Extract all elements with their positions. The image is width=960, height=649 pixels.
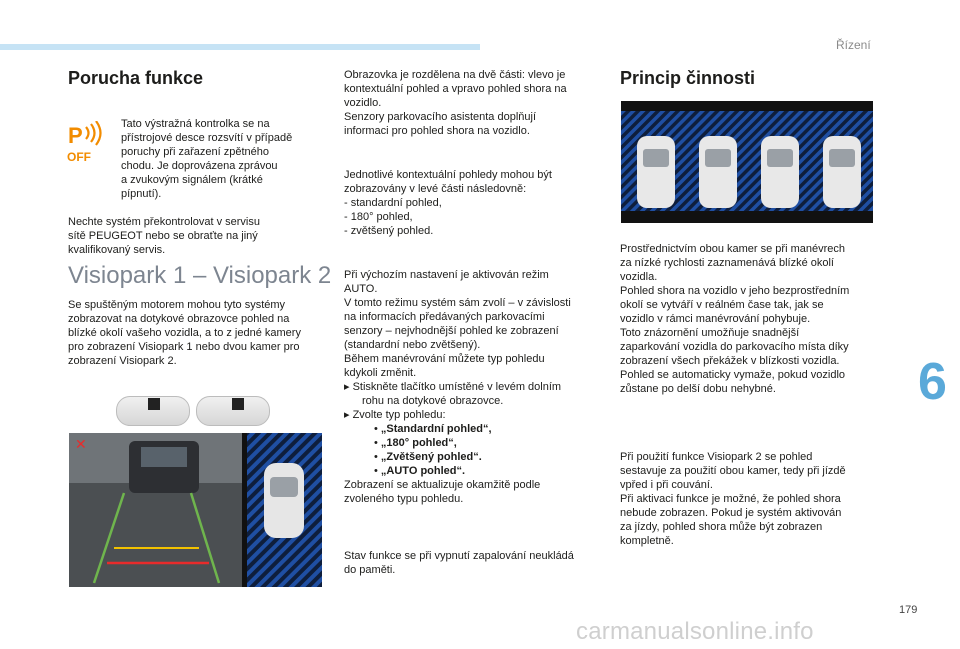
service-text: Nechte systém překontrolovat v servisu sítě PEUGEOT nebo se obraťte na jiný kvalifikovaný servis. [68,216,260,256]
visiopark2-text: Při použití funkce Visiopark 2 se pohled sestavuje za použití obou kamer, tedy při jízdě vpřed i při couvání. Při aktivaci funkce je možné, že pohled shora nebude zobrazen. Pokud je systém aktivován za jízdy, pohled shora může být zobrazen kompletně. [620,451,846,547]
auto-mode-text: Při výchozím nastavení je aktivován režim AUTO. V tomto režimu systém sám zvolí – v závislosti na informacích předávaných parkovacími senzory – nejvhodnější pohled ke zobrazení (standardní nebo zvětšený). Během manévrování můžete typ pohledu kdykoli změnit. ▸ Stiskněte tlačítko umístěné v levém dolním rohu na dotykové obrazovce. ▸ Zvolte typ pohledu: • „Standardní pohled“, • „180° pohled“, • „Zvětšený pohled“. • „AUTO pohled“. Zobrazení se aktualizuje okamžitě podle zvoleného typu pohledu. [344,269,571,505]
camera-icon [148,398,160,410]
fault-title: Porucha funkce [68,68,204,88]
visiopark-screen-image [69,433,322,587]
views-list: Jednotlivé kontextuální pohledy mohou být zobrazovány v levé části následovně: - standardní pohled, - 180° pohled, - zvětšený pohled. [344,169,552,237]
camera-icon [232,398,244,410]
top-view-sequence-image [621,101,873,223]
principle-title: Princip činnosti [620,68,756,88]
park-assist-off-icon [66,121,108,163]
option-180: „180° pohled“, [380,437,457,449]
option-zoom: „Zvětšený pohled“. [380,451,482,463]
page-number: 179 [899,604,918,616]
screen-split-text: Obrazovka je rozdělena na dvě části: vlevo je kontextuální pohled a vpravo pohled shora na vozidlo. Senzory parkovacího asistenta doplňují informaci pro pohled shora na vozidlo. [344,69,567,137]
svg-text:OFF: OFF [67,150,91,163]
header-bar [0,44,480,50]
principle-text: Prostřednictvím obou kamer se při manévrech za nízké rychlosti zaznamenává blízké okolí vozidla. Pohled shora na vozidlo v jeho bezprostředním okolí se vytváří v reálném čase tak, jak se vozidlo v rámci manévrování pohybuje. Toto znázornění umožňuje snadnější zaparkování vozidla do parkovacího místa díky zobrazení všech překážek v blízkosti vozidla. Pohled se automaticky vymaže, pokud vozidlo zůstane po delší dobu nehybné. [620,243,850,395]
watermark: carmanualsonline.info [576,618,814,645]
section-label: Řízení [836,38,871,52]
option-auto: „AUTO pohled“. [380,465,466,477]
memory-text: Stav funkce se při vypnutí zapalování neukládá do paměti. [344,550,574,576]
svg-text:P: P [68,123,83,148]
option-standard: „Standardní pohled“, [380,423,492,435]
visiopark-intro: Se spuštěným motorem mohou tyto systémy zobrazovat na dotykové obrazovce pohled na blízké okolí vašeho vozidla, a to z jedné kamery pro zobrazení Visiopark 1 nebo dvou kamer pro zobrazení Visiopark 2. [68,299,301,367]
warning-text: Tato výstražná kontrolka se na přístrojové desce rozsvítí v případě poruchy při zařazení zpětného chodu. Je doprovázena zprávou a zvukovým signálem (krátké pípnutí). [121,118,293,200]
svg-text:✕: ✕ [75,436,87,452]
visiopark-title: Visiopark 1 – Visiopark 2 [68,262,332,289]
chapter-number: 6 [918,353,947,411]
